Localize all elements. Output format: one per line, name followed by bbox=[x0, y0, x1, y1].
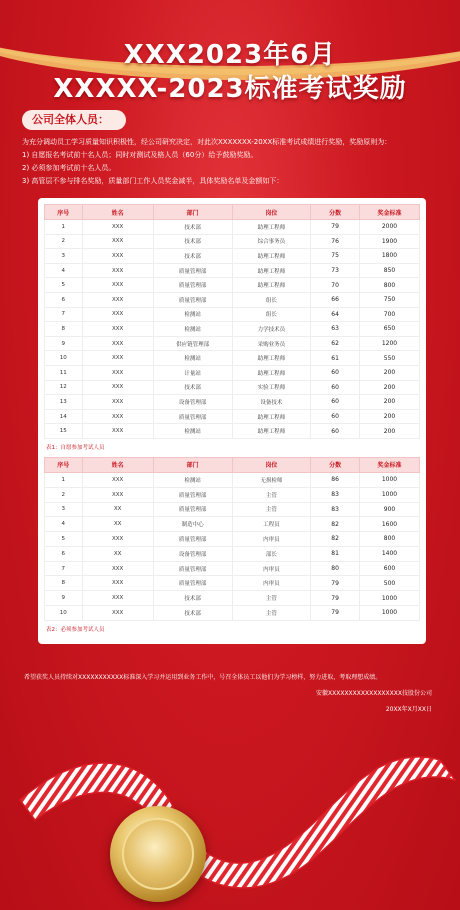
table-row bbox=[45, 502, 420, 517]
cell-department: 技术部 bbox=[153, 380, 232, 395]
cell-position: 主管 bbox=[232, 591, 311, 606]
cell-bonus: 1400 bbox=[360, 546, 420, 561]
cell-index: 9 bbox=[45, 591, 83, 606]
table-row bbox=[45, 307, 420, 322]
header-bonus: 奖金标准 bbox=[360, 205, 420, 220]
cell-name: XX bbox=[82, 546, 153, 561]
table-row bbox=[45, 380, 420, 395]
table-row bbox=[45, 517, 420, 532]
medal-face bbox=[122, 818, 194, 890]
cell-position: 主管 bbox=[232, 502, 311, 517]
cell-score: 82 bbox=[311, 517, 360, 532]
cell-position: 助理工程师 bbox=[232, 409, 311, 424]
intro-line: 1) 自愿报名考试前十名人员；同时对测试及格人员（60分）给予鼓励奖励。 bbox=[22, 151, 258, 159]
cell-bonus: 500 bbox=[360, 576, 420, 591]
cell-name: XXX bbox=[82, 380, 153, 395]
cell-name: XX bbox=[82, 502, 153, 517]
cell-bonus: 850 bbox=[360, 263, 420, 278]
footer-message: 希望获奖人员持续对XXXXXXXXXXX标准深入学习并运用到业务工作中，号召全体员工以他们为学习榜样，努力进取，考取理想成绩。 bbox=[24, 674, 382, 681]
cell-index: 1 bbox=[45, 472, 83, 487]
table-row bbox=[45, 234, 420, 249]
cell-position: 助理工程师 bbox=[232, 263, 311, 278]
cell-department: 质量管理部 bbox=[153, 532, 232, 547]
table-row bbox=[45, 263, 420, 278]
cell-department: 质量管理部 bbox=[153, 576, 232, 591]
gold-medal-icon bbox=[110, 806, 206, 902]
cell-department: 检测站 bbox=[153, 307, 232, 322]
table-row bbox=[45, 532, 420, 547]
cell-bonus: 1600 bbox=[360, 517, 420, 532]
table-row bbox=[45, 409, 420, 424]
cell-score: 60 bbox=[311, 424, 360, 439]
header-bonus: 奖金标准 bbox=[360, 457, 420, 472]
cell-bonus: 800 bbox=[360, 532, 420, 547]
cell-index: 4 bbox=[45, 517, 83, 532]
cell-score: 82 bbox=[311, 532, 360, 547]
cell-score: 60 bbox=[311, 409, 360, 424]
cell-position: 采购业务员 bbox=[232, 336, 311, 351]
header-index: 序号 bbox=[45, 457, 83, 472]
cell-index: 13 bbox=[45, 395, 83, 410]
cell-position: 综合事务员 bbox=[232, 234, 311, 249]
cell-position: 助理工程师 bbox=[232, 351, 311, 366]
cell-index: 11 bbox=[45, 365, 83, 380]
cell-name: XXX bbox=[82, 591, 153, 606]
cell-score: 83 bbox=[311, 487, 360, 502]
table-row bbox=[45, 576, 420, 591]
cell-index: 7 bbox=[45, 307, 83, 322]
footer-date: 20XX年X月XX日 bbox=[385, 706, 432, 713]
cell-bonus: 1200 bbox=[360, 336, 420, 351]
header-score: 分数 bbox=[311, 205, 360, 220]
cell-index: 8 bbox=[45, 322, 83, 337]
table-header-row bbox=[45, 205, 420, 220]
cell-score: 83 bbox=[311, 502, 360, 517]
cell-bonus: 600 bbox=[360, 561, 420, 576]
cell-index: 5 bbox=[45, 278, 83, 293]
cell-position: 工程员 bbox=[232, 517, 311, 532]
cell-bonus: 700 bbox=[360, 307, 420, 322]
cell-name: XXX bbox=[82, 336, 153, 351]
cell-position: 实验工程师 bbox=[232, 380, 311, 395]
intro-line: 2) 必须参加考试前十名人员。 bbox=[22, 164, 116, 172]
cell-index: 14 bbox=[45, 409, 83, 424]
cell-name: XXX bbox=[82, 606, 153, 621]
cell-position: 设备技术 bbox=[232, 395, 311, 410]
cell-department: 技术部 bbox=[153, 220, 232, 235]
cell-score: 81 bbox=[311, 546, 360, 561]
cell-name: XXX bbox=[82, 561, 153, 576]
header-department: 部门 bbox=[153, 457, 232, 472]
cell-score: 79 bbox=[311, 591, 360, 606]
header-index: 序号 bbox=[45, 205, 83, 220]
cell-position: 主管 bbox=[232, 606, 311, 621]
cell-department: 技术部 bbox=[153, 249, 232, 264]
cell-score: 75 bbox=[311, 249, 360, 264]
table-row bbox=[45, 322, 420, 337]
cell-bonus: 1000 bbox=[360, 487, 420, 502]
table-row bbox=[45, 472, 420, 487]
table-row bbox=[45, 249, 420, 264]
cell-name: XXX bbox=[82, 322, 153, 337]
cell-bonus: 200 bbox=[360, 395, 420, 410]
cell-bonus: 200 bbox=[360, 424, 420, 439]
table-row bbox=[45, 395, 420, 410]
table-row bbox=[45, 591, 420, 606]
cell-name: XXX bbox=[82, 263, 153, 278]
cell-position: 主管 bbox=[232, 487, 311, 502]
title-line-1: XXX2023年6月 bbox=[123, 40, 337, 70]
cell-department: 质量管理部 bbox=[153, 292, 232, 307]
cell-position: 助理工程师 bbox=[232, 220, 311, 235]
cell-bonus: 800 bbox=[360, 278, 420, 293]
cell-position: 助理工程师 bbox=[232, 365, 311, 380]
cell-index: 8 bbox=[45, 576, 83, 591]
cell-name: XXX bbox=[82, 409, 153, 424]
table-row bbox=[45, 278, 420, 293]
intro-line: 3) 高管层不参与排名奖励，质量部门工作人员奖金减半，具体奖励名单及金额如下： bbox=[22, 177, 284, 185]
intro-line: 为充分调动员工学习质量知识积极性，经公司研究决定，对此次XXXXXXX-20XX标准考试成绩进行奖励，奖励原则为： bbox=[22, 138, 392, 146]
cell-department: 检测站 bbox=[153, 322, 232, 337]
cell-position: 无损检师 bbox=[232, 472, 311, 487]
cell-score: 76 bbox=[311, 234, 360, 249]
cell-department: 检测站 bbox=[153, 472, 232, 487]
tables-card bbox=[38, 198, 426, 644]
cell-department: 检测站 bbox=[153, 424, 232, 439]
cell-index: 6 bbox=[45, 292, 83, 307]
table-body bbox=[45, 472, 420, 620]
cell-bonus: 200 bbox=[360, 380, 420, 395]
cell-score: 61 bbox=[311, 351, 360, 366]
header-position: 岗位 bbox=[232, 457, 311, 472]
table-mandatory bbox=[44, 457, 420, 621]
cell-name: XXX bbox=[82, 487, 153, 502]
cell-name: XXX bbox=[82, 220, 153, 235]
cell-index: 7 bbox=[45, 561, 83, 576]
cell-department: 质量管理部 bbox=[153, 487, 232, 502]
cell-name: XXX bbox=[82, 307, 153, 322]
cell-score: 66 bbox=[311, 292, 360, 307]
cell-name: XXX bbox=[82, 395, 153, 410]
table-row bbox=[45, 487, 420, 502]
cell-score: 60 bbox=[311, 380, 360, 395]
cell-bonus: 1000 bbox=[360, 606, 420, 621]
cell-bonus: 550 bbox=[360, 351, 420, 366]
cell-department: 供应链管理部 bbox=[153, 336, 232, 351]
footer-company: 安徽XXXXXXXXXXXXXXXXXX技股份公司 bbox=[316, 690, 432, 697]
cell-index: 15 bbox=[45, 424, 83, 439]
cell-department: 技术部 bbox=[153, 606, 232, 621]
section-tag: 公司全体人员： bbox=[22, 110, 126, 130]
title-line-2: XXXXX-2023标准考试奖励 bbox=[53, 74, 407, 104]
cell-index: 1 bbox=[45, 220, 83, 235]
cell-index: 10 bbox=[45, 606, 83, 621]
table-row bbox=[45, 220, 420, 235]
cell-index: 12 bbox=[45, 380, 83, 395]
cell-department: 设备管理部 bbox=[153, 546, 232, 561]
cell-bonus: 200 bbox=[360, 365, 420, 380]
cell-score: 63 bbox=[311, 322, 360, 337]
cell-department: 质量管理部 bbox=[153, 278, 232, 293]
table-row bbox=[45, 336, 420, 351]
cell-name: XXX bbox=[82, 424, 153, 439]
cell-name: XX bbox=[82, 517, 153, 532]
cell-score: 79 bbox=[311, 576, 360, 591]
cell-score: 73 bbox=[311, 263, 360, 278]
header-name: 姓名 bbox=[82, 205, 153, 220]
cell-score: 64 bbox=[311, 307, 360, 322]
table1-caption: 表1：自愿参加考试人员 bbox=[46, 444, 105, 451]
cell-name: XXX bbox=[82, 234, 153, 249]
cell-department: 质量管理部 bbox=[153, 561, 232, 576]
cell-department: 质量管理部 bbox=[153, 502, 232, 517]
cell-index: 4 bbox=[45, 263, 83, 278]
cell-index: 5 bbox=[45, 532, 83, 547]
header-department: 部门 bbox=[153, 205, 232, 220]
cell-score: 62 bbox=[311, 336, 360, 351]
cell-department: 质量管理部 bbox=[153, 409, 232, 424]
cell-name: XXX bbox=[82, 351, 153, 366]
table-row bbox=[45, 351, 420, 366]
table-row bbox=[45, 292, 420, 307]
table-row bbox=[45, 424, 420, 439]
table2-caption: 表2：必须参加考试人员 bbox=[46, 626, 105, 633]
cell-position: 助理工程师 bbox=[232, 249, 311, 264]
cell-position: 助理工程师 bbox=[232, 278, 311, 293]
cell-department: 制造中心 bbox=[153, 517, 232, 532]
cell-score: 80 bbox=[311, 561, 360, 576]
cell-bonus: 750 bbox=[360, 292, 420, 307]
cell-department: 技术部 bbox=[153, 234, 232, 249]
cell-index: 3 bbox=[45, 502, 83, 517]
cell-position: 助理工程师 bbox=[232, 424, 311, 439]
table-body bbox=[45, 220, 420, 439]
cell-name: XXX bbox=[82, 576, 153, 591]
cell-position: 组长 bbox=[232, 292, 311, 307]
cell-name: XXX bbox=[82, 292, 153, 307]
cell-department: 技术部 bbox=[153, 591, 232, 606]
cell-name: XXX bbox=[82, 249, 153, 264]
table-row bbox=[45, 365, 420, 380]
cell-name: XXX bbox=[82, 532, 153, 547]
cell-position: 力学技术员 bbox=[232, 322, 311, 337]
ribbon-decoration bbox=[0, 730, 460, 910]
cell-score: 60 bbox=[311, 395, 360, 410]
cell-position: 内审员 bbox=[232, 532, 311, 547]
cell-position: 内审员 bbox=[232, 576, 311, 591]
cell-department: 设备管理部 bbox=[153, 395, 232, 410]
cell-score: 79 bbox=[311, 220, 360, 235]
cell-score: 70 bbox=[311, 278, 360, 293]
cell-bonus: 200 bbox=[360, 409, 420, 424]
cell-bonus: 1000 bbox=[360, 472, 420, 487]
cell-position: 部长 bbox=[232, 546, 311, 561]
cell-score: 86 bbox=[311, 472, 360, 487]
cell-name: XXX bbox=[82, 365, 153, 380]
cell-bonus: 650 bbox=[360, 322, 420, 337]
table-row bbox=[45, 561, 420, 576]
cell-name: XXX bbox=[82, 472, 153, 487]
cell-score: 60 bbox=[311, 365, 360, 380]
ribbon-stripe bbox=[20, 757, 455, 888]
cell-name: XXX bbox=[82, 278, 153, 293]
cell-index: 3 bbox=[45, 249, 83, 264]
cell-score: 79 bbox=[311, 606, 360, 621]
cell-index: 2 bbox=[45, 234, 83, 249]
cell-index: 6 bbox=[45, 546, 83, 561]
table-header-row bbox=[45, 457, 420, 472]
table-voluntary bbox=[44, 204, 420, 439]
cell-department: 检测站 bbox=[153, 351, 232, 366]
header-score: 分数 bbox=[311, 457, 360, 472]
cell-bonus: 2000 bbox=[360, 220, 420, 235]
cell-index: 9 bbox=[45, 336, 83, 351]
intro-text bbox=[22, 136, 442, 188]
cell-bonus: 1000 bbox=[360, 591, 420, 606]
cell-department: 质量管理部 bbox=[153, 263, 232, 278]
table-row bbox=[45, 546, 420, 561]
header-name: 姓名 bbox=[82, 457, 153, 472]
cell-bonus: 1800 bbox=[360, 249, 420, 264]
cell-index: 10 bbox=[45, 351, 83, 366]
cell-bonus: 900 bbox=[360, 502, 420, 517]
cell-bonus: 1900 bbox=[360, 234, 420, 249]
cell-index: 2 bbox=[45, 487, 83, 502]
cell-department: 计量站 bbox=[153, 365, 232, 380]
header-position: 岗位 bbox=[232, 205, 311, 220]
table-row bbox=[45, 606, 420, 621]
cell-position: 内审员 bbox=[232, 561, 311, 576]
cell-position: 组长 bbox=[232, 307, 311, 322]
